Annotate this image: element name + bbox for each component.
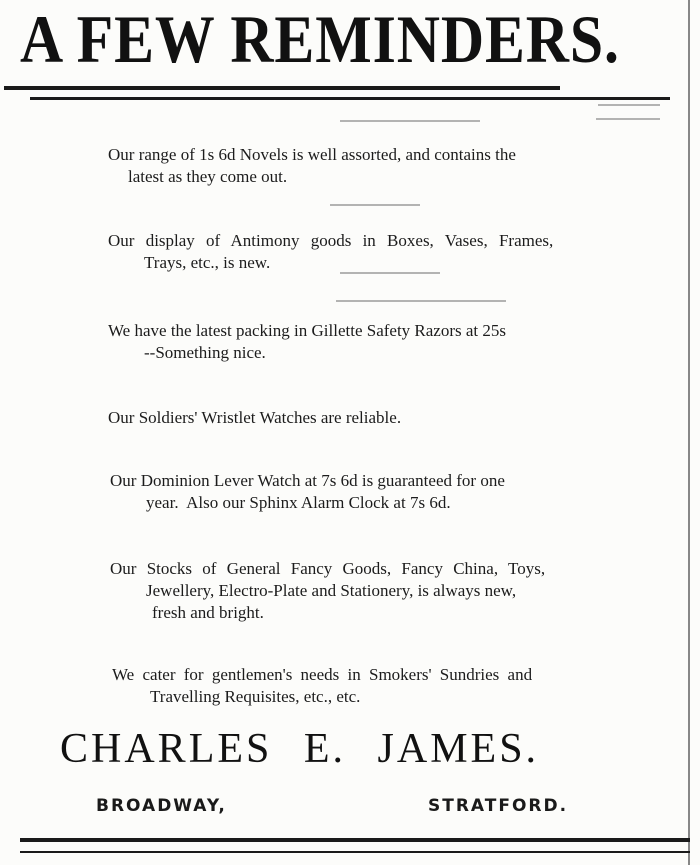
reminder-antimony <box>108 230 666 274</box>
reminder-smokers <box>112 664 672 708</box>
reminder-line: Trays, etc., is new. <box>144 253 271 272</box>
reminder-fancy-goods <box>110 558 670 624</box>
reminder-line: Our Stocks of General Fancy Goods, Fancy China, Toys, <box>110 559 546 578</box>
page-title: A FEW REMINDERS. <box>20 1 620 77</box>
reminder-line: Our Dominion Lever Watch at 7s 6d is guaranteed for one <box>110 471 505 490</box>
footer-rule-lower <box>20 851 690 853</box>
reminder-line: Our range of 1s 6d Novels is well assorted, and contains the <box>108 145 516 164</box>
reminder-line: Our display of Antimony goods in Boxes, Vases, Frames, <box>108 231 554 250</box>
reminder-line: fresh and bright. <box>152 603 264 622</box>
reminder-line: year. Also our Sphinx Alarm Clock at 7s 6d. <box>146 493 451 512</box>
print-speck <box>340 120 480 122</box>
column-rule <box>688 0 690 865</box>
reminder-line: We have the latest packing in Gillette Safety Razors at 25s <box>108 321 507 340</box>
reminder-line: Travelling Requisites, etc., etc. <box>150 687 361 706</box>
print-speck <box>596 118 660 120</box>
reminder-line: Our Soldiers' Wristlet Watches are reliable. <box>108 408 402 427</box>
advertiser-town: STRATFORD. <box>428 796 569 816</box>
reminder-novels <box>108 144 666 188</box>
reminder-line: --Something nice. <box>144 343 266 362</box>
reminder-dominion <box>110 470 670 514</box>
reminder-wristlet <box>108 407 666 429</box>
footer-rule-upper <box>20 838 690 842</box>
advertiser-name: CHARLES E. JAMES. <box>60 726 540 772</box>
reminder-line: We cater for gentlemen's needs in Smokers' Sundries and <box>112 665 533 684</box>
advertiser-street: BROADWAY, <box>96 796 227 816</box>
reminder-line: Jewellery, Electro-Plate and Stationery, is always new, <box>146 581 517 600</box>
print-speck <box>330 204 420 206</box>
title-rule-upper <box>4 86 560 90</box>
title-rule-lower <box>30 97 670 100</box>
reminder-line: latest as they come out. <box>128 167 288 186</box>
reminder-razors <box>108 320 668 364</box>
print-speck <box>336 300 506 302</box>
print-speck <box>598 104 660 106</box>
